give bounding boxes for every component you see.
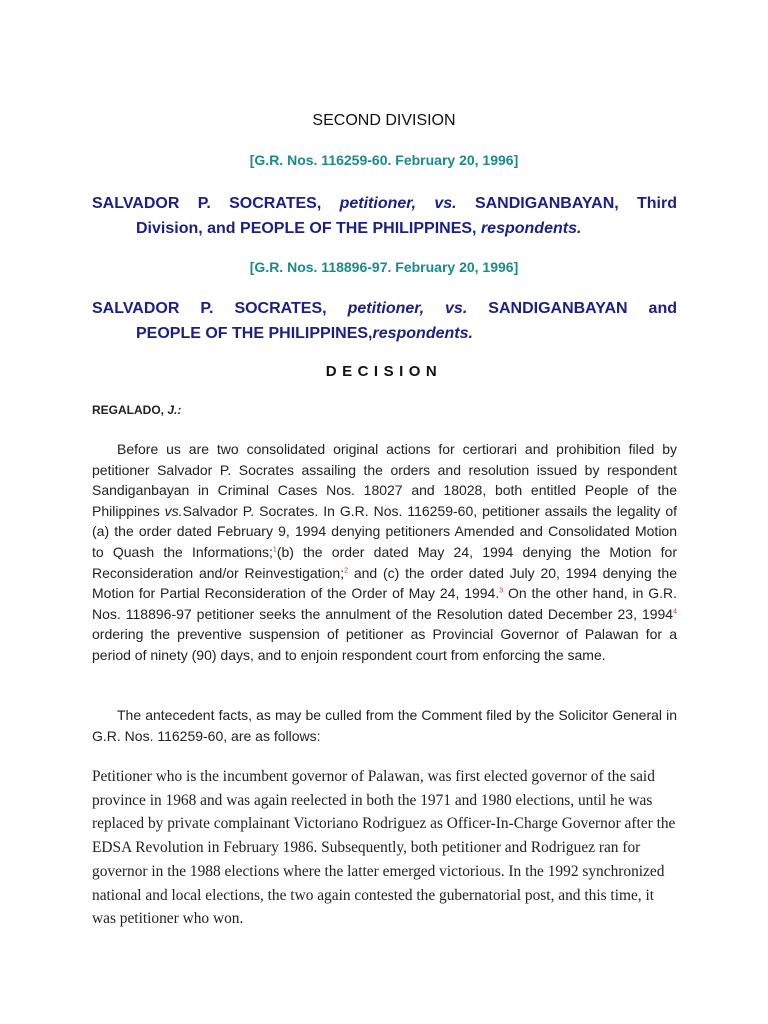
footnote-link-1[interactable]: 1 [272,546,277,554]
footnote-link-2[interactable]: 2 [344,566,349,574]
para1-text-4: and (c) the order dated July 20, 1994 denying the Motion for Partial Reconsideration of the Order of May 24, 1994. [92,564,677,602]
case1-petitioner-role: petitioner, vs. [339,195,475,212]
case2-parties-line1 [92,296,677,321]
ponente [92,403,181,417]
decision-heading: DECISION [325,363,443,380]
case2-respondent-role: respondents. [372,325,473,342]
case1-parties-line1 [92,191,677,216]
ponente-title: J.: [167,403,182,417]
case2-respondent-name-cont: PEOPLE OF THE PHILIPPINES, [136,325,373,342]
paragraph-2: The antecedent facts, as may be culled from the Comment filed by the Solicitor General in G.R. Nos. 116259-60, are as follows: [92,707,677,744]
case2-petitioner-name: SALVADOR P. SOCRATES, [92,300,348,317]
para1-text-6: ordering the preventive suspension of petitioner as Provincial Governor of Palawan for a period of ninety (90) days, and to enjoin respondent court from enforcing the same. [92,626,677,663]
para1-text-5: On the other hand, in G.R. Nos. 118896-97 petitioner seeks the annulment of the Resolution dated December 23, 1994 [92,585,677,622]
case1-petitioner-name: SALVADOR P. SOCRATES, [92,195,340,212]
quoted-facts: Petitioner who is the incumbent governor of Palawan, was first elected governor of the said province in 1968 and was again reelected in both the 1971 and 1980 elections, until he was replaced by private complainant Victoriano Rodriguez as Officer-In-Charge Governor after the EDSA Revolution in February 1986. Subsequently, both petitioner and Rodriguez ran for governor in the 1988 elections where the latter emerged victorious. In the 1992 synchronized national and local elections, the two again contested the gubernatorial post, and this time, it was petitioner who won. [92,768,676,928]
case1-respondent-role: respondents. [480,220,582,237]
paragraph-1 [92,439,677,666]
case2-parties [92,296,677,346]
para1-text-3: (b) the order dated May 24, 1994 denying the Motion for Reconsideration and/or Reinvestigation; [92,543,677,581]
case1-respondent-name-cont: Division, and PEOPLE OF THE PHILIPPINES, [136,220,481,237]
case2-respondent-name: SANDIGANBAYAN and [488,300,678,317]
para1-text-2: Salvador P. Socrates. In G.R. Nos. 116259-60, petitioner assails the legality of (a) the order dated February 9, 1994 denying petitioners Amended and Consolidated Motion to Quash the Informations; [92,502,677,560]
case1-parties-line2 [92,216,677,241]
case2-petitioner-role: petitioner, vs. [347,300,489,317]
division-heading: SECOND DIVISION [312,112,456,129]
para1-text-1: Before us are two consolidated original actions for certiorari and prohibition filed by petitioner Salvador P. Socrates assailing the orders and resolution issued by respondent Sandiganbayan in Criminal Cases Nos. 18027 and 18028, both entitled People of the Philippines [92,441,677,519]
footnote-link-4[interactable]: 4 [673,608,677,616]
case1-respondent-name: SANDIGANBAYAN, Third [474,195,678,212]
case2-gr-number: [G.R. Nos. 118896-97. February 20, 1996] [249,259,519,275]
ponente-name: REGALADO, [92,403,168,417]
case2-parties-line2 [92,321,677,346]
case1-parties [92,191,677,241]
para1-vs: vs. [164,502,183,519]
case1-gr-number: [G.R. Nos. 116259-60. February 20, 1996] [249,152,519,168]
footnote-link-3[interactable]: 3 [499,587,504,595]
